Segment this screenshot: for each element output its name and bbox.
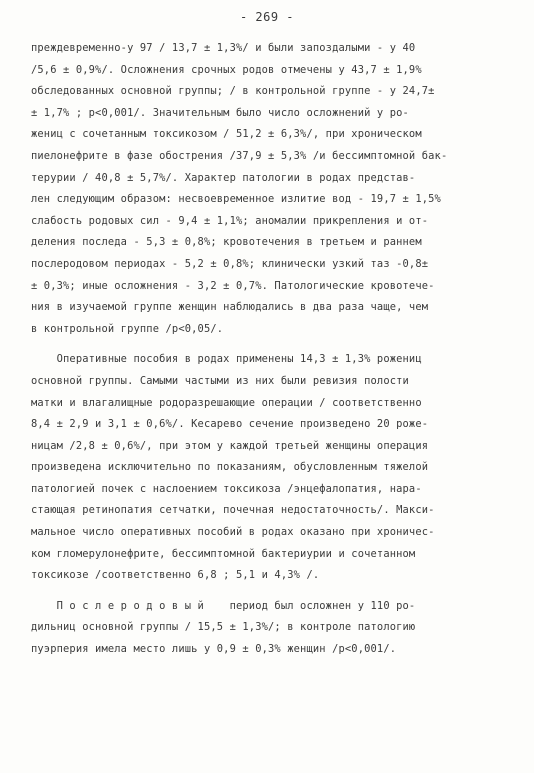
text-line: послеродовом периодах - 5,2 ± 0,8%; клинически узкий таз -0,8± xyxy=(31,257,429,270)
text-line: ± 0,3%; иные осложнения - 3,2 ± 0,7%. Патологические кровотече- xyxy=(31,279,435,292)
paragraph-3 xyxy=(31,596,511,661)
text-line: пуэрперия имела место лишь у 0,9 ± 0,3% женщин /р<0,001/. xyxy=(31,643,397,656)
text-line: ком гломерулонефрите, бессимптомной бактериурии и сочетанном xyxy=(31,547,416,560)
text-line: лен следующим образом: несвоевременное излитие вод - 19,7 ± 1,5% xyxy=(31,193,441,206)
text-line: ± 1,7% ; р<0,001/. Значительным было число осложнений у ро- xyxy=(31,106,409,119)
text-line: основной группы. Самыми частыми из них были ревизия полости xyxy=(31,374,409,387)
text-line: жениц с сочетанным токсикозом / 51,2 ± 6,3%/, при хроническом xyxy=(31,128,422,141)
text-line: токсикозе /соответственно 6,8 ; 5,1 и 4,3% /. xyxy=(31,569,320,582)
text-line: Оперативные пособия в родах применены 14,3 ± 1,3% рожениц xyxy=(31,353,422,366)
text-line: дильниц основной группы / 15,5 ± 1,3%/; в контроле патологию xyxy=(31,621,416,634)
text-line: слабость родовых сил - 9,4 ± 1,1%; аномалии прикрепления и от- xyxy=(31,214,429,227)
text-line: 8,4 ± 2,9 и 3,1 ± 0,6%/. Кесарево сечение произведено 20 роже- xyxy=(31,418,429,431)
paragraph-1 xyxy=(31,38,511,340)
paragraph-2 xyxy=(31,349,511,587)
text-line: стающая ретинопатия сетчатки, почечная недостаточность/. Макси- xyxy=(31,504,435,517)
text-line: в контрольной группе /р<0,05/. xyxy=(31,322,224,335)
text-line: патологией почек с наслоением токсикоза /энцефалопатия, нара- xyxy=(31,482,422,495)
body-text xyxy=(31,38,511,661)
text-line: П о с л е р о д о в ы й период был осложнен у 110 ро- xyxy=(31,599,416,612)
text-line: ния в изучаемой группе женщин наблюдались в два раза чаще, чем xyxy=(31,301,429,314)
text-line: деления последа - 5,3 ± 0,8%; кровотечения в третьем и раннем xyxy=(31,236,422,249)
text-line: произведена исключительно по показаниям, обусловленным тяжелой xyxy=(31,461,429,474)
text-line: /5,6 ± 0,9%/. Осложнения срочных родов отмечены у 43,7 ± 1,9% xyxy=(31,63,422,76)
page-number: - 269 - xyxy=(239,10,295,24)
text-line: терурии / 40,8 ± 5,7%/. Характер патологии в родах представ- xyxy=(31,171,416,184)
text-line: матки и влагалищные родоразрешающие операции / соответственно xyxy=(31,396,422,409)
text-line: преждевременно-у 97 / 13,7 ± 1,3%/ и были запоздалыми - у 40 xyxy=(31,42,416,54)
text-line: обследованных основной группы; / в контрольной группе - у 24,7± xyxy=(31,85,435,98)
text-line: ницам /2,8 ± 0,6%/, при этом у каждой третьей женщины операция xyxy=(31,439,429,452)
text-line: пиелонефрите в фазе обострения /37,9 ± 5,3% /и бессимптомной бак- xyxy=(31,149,448,162)
text-line: мальное число оперативных пособий в родах оказано при хроничес- xyxy=(31,526,435,539)
